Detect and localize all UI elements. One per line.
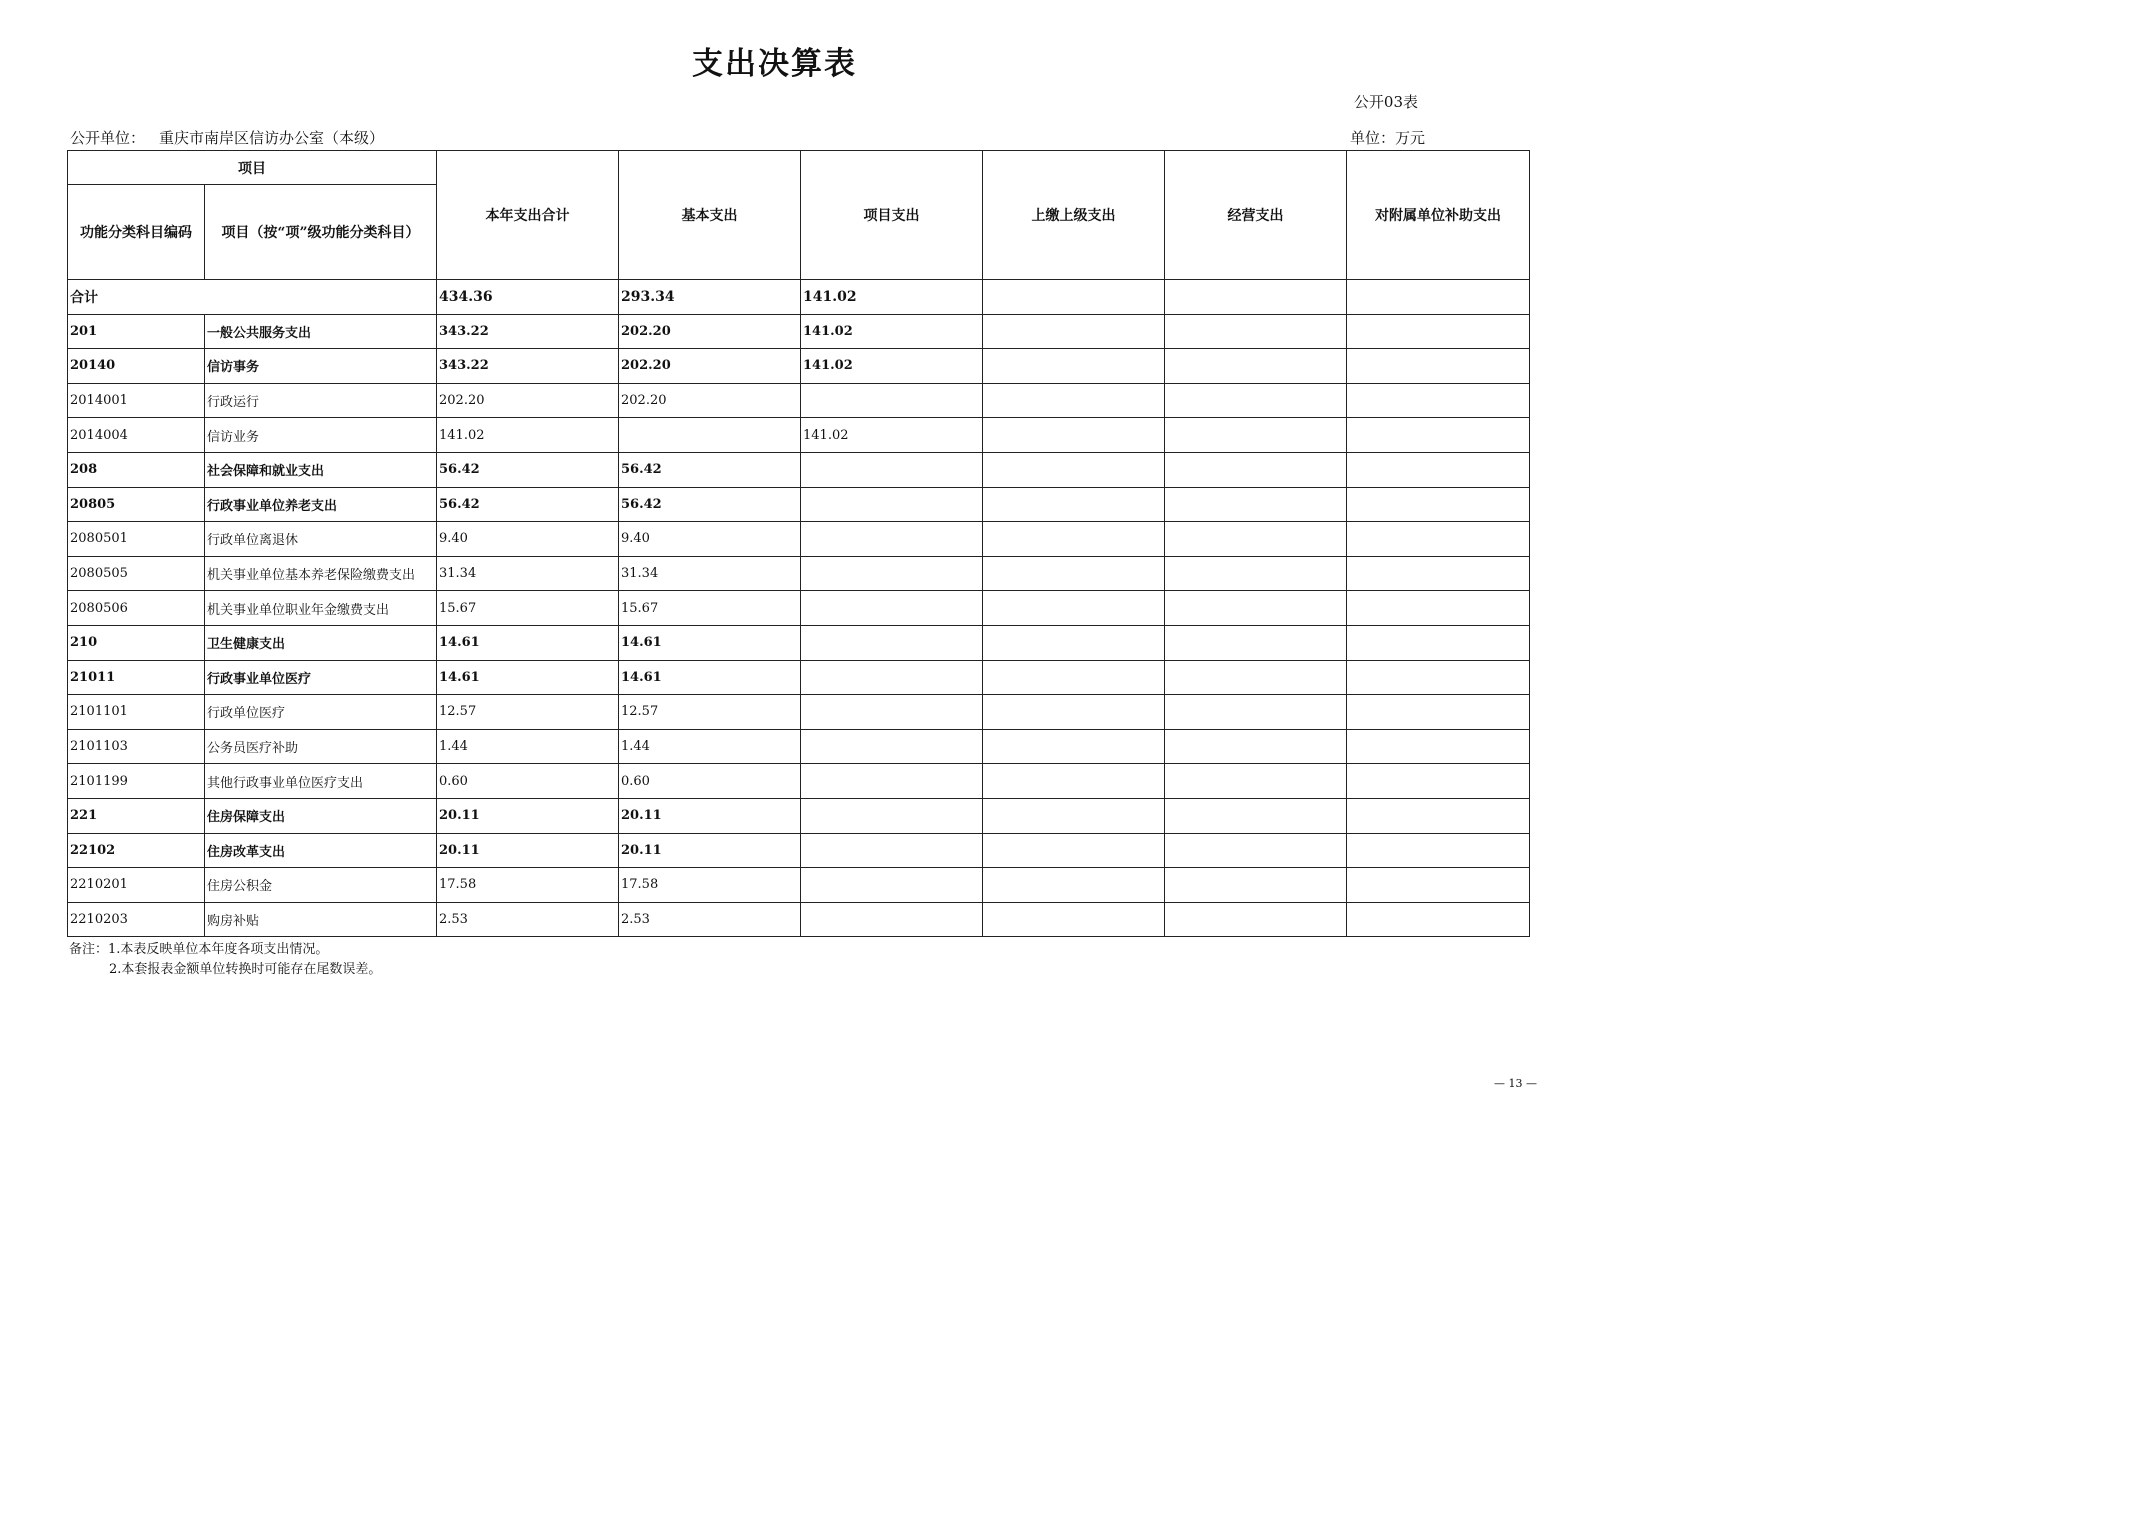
cell-business [1165,556,1347,591]
cell-project [801,591,983,626]
cell-business [1165,591,1347,626]
cell-project [801,868,983,903]
cell-total: 2.53 [437,902,619,937]
cell-project [801,798,983,833]
cell-code: 201 [68,314,205,349]
cell-total: 20.11 [437,798,619,833]
cell-project [801,383,983,418]
cell-business [1165,902,1347,937]
cell-total: 141.02 [437,418,619,453]
cell-upper [983,591,1165,626]
money-unit: 单位：万元 [1349,129,1425,147]
cell-total: 343.22 [437,314,619,349]
table-row [68,902,1530,937]
cell-total: 0.60 [437,764,619,799]
cell-code: 221 [68,798,205,833]
table-row [68,487,1530,522]
cell-upper [983,487,1165,522]
cell-basic: 202.20 [619,349,801,384]
cell-upper [983,660,1165,695]
cell-basic: 31.34 [619,556,801,591]
cell-upper [983,314,1165,349]
cell-subsidy [1347,625,1530,660]
header-name: 项目（按“项”级功能分类科目） [205,185,437,280]
cell-name: 机关事业单位基本养老保险缴费支出 [205,556,437,591]
table-row [68,314,1530,349]
cell-basic: 20.11 [619,833,801,868]
cell-total: 56.42 [437,487,619,522]
cell-upper [983,695,1165,730]
cell-name: 住房公积金 [205,868,437,903]
header-project: 项目支出 [801,151,983,280]
cell-subsidy [1347,280,1530,315]
cell-subsidy [1347,487,1530,522]
notes [69,940,381,980]
cell-project [801,764,983,799]
cell-project [801,522,983,557]
cell-basic [619,418,801,453]
table-row [68,418,1530,453]
page-number: — 13 — [1494,1077,1537,1090]
cell-subsidy [1347,868,1530,903]
cell-total: 20.11 [437,833,619,868]
cell-upper [983,452,1165,487]
cell-project [801,556,983,591]
cell-basic: 293.34 [619,280,801,315]
cell-basic: 202.20 [619,383,801,418]
cell-project: 141.02 [801,418,983,453]
cell-name: 行政单位离退休 [205,522,437,557]
cell-name: 住房保障支出 [205,798,437,833]
header-subsidy: 对附属单位补助支出 [1347,151,1530,280]
page-title: 支出决算表 [692,46,857,82]
cell-code: 208 [68,452,205,487]
cell-upper [983,833,1165,868]
cell-total: 1.44 [437,729,619,764]
cell-basic: 14.61 [619,625,801,660]
header-upper: 上缴上级支出 [983,151,1165,280]
cell-project: 141.02 [801,280,983,315]
table-row [68,695,1530,730]
cell-basic: 15.67 [619,591,801,626]
cell-business [1165,349,1347,384]
cell-business [1165,487,1347,522]
cell-project [801,452,983,487]
cell-upper [983,902,1165,937]
cell-subsidy [1347,452,1530,487]
reporting-unit-label: 公开单位： [70,129,146,147]
table-row [68,349,1530,384]
cell-total: 14.61 [437,625,619,660]
cell-upper [983,556,1165,591]
cell-subsidy [1347,798,1530,833]
cell-subsidy [1347,660,1530,695]
cell-code: 2101101 [68,695,205,730]
form-number: 公开03表 [1353,93,1418,111]
table-row [68,660,1530,695]
cell-subsidy [1347,418,1530,453]
cell-subsidy [1347,522,1530,557]
cell-code: 2080501 [68,522,205,557]
cell-upper [983,383,1165,418]
cell-project: 141.02 [801,349,983,384]
cell-name: 信访业务 [205,418,437,453]
cell-business [1165,383,1347,418]
cell-upper [983,868,1165,903]
cell-basic: 1.44 [619,729,801,764]
cell-basic: 9.40 [619,522,801,557]
cell-total: 15.67 [437,591,619,626]
cell-name: 行政事业单位养老支出 [205,487,437,522]
cell-code: 2080505 [68,556,205,591]
cell-subsidy [1347,556,1530,591]
cell-code: 2210203 [68,902,205,937]
cell-upper [983,418,1165,453]
cell-business [1165,833,1347,868]
cell-upper [983,764,1165,799]
cell-code: 2080506 [68,591,205,626]
cell-business [1165,418,1347,453]
cell-subsidy [1347,695,1530,730]
cell-basic: 14.61 [619,660,801,695]
cell-upper [983,522,1165,557]
cell-subsidy [1347,902,1530,937]
cell-project [801,487,983,522]
cell-upper [983,625,1165,660]
cell-subsidy [1347,591,1530,626]
table-row [68,729,1530,764]
cell-total: 434.36 [437,280,619,315]
cell-code: 21011 [68,660,205,695]
table-row [68,591,1530,626]
cell-basic: 202.20 [619,314,801,349]
cell-code: 2101103 [68,729,205,764]
cell-name: 卫生健康支出 [205,625,437,660]
cell-project [801,625,983,660]
cell-name: 一般公共服务支出 [205,314,437,349]
reporting-unit-name: 重庆市南岸区信访办公室（本级） [159,129,385,147]
cell-name: 行政运行 [205,383,437,418]
cell-project [801,902,983,937]
note-line-1: 备注：1.本表反映单位本年度各项支出情况。 [69,942,329,957]
table-row [68,556,1530,591]
table-row [68,383,1530,418]
header-code: 功能分类科目编码 [68,185,205,280]
cell-business [1165,729,1347,764]
cell-name: 社会保障和就业支出 [205,452,437,487]
cell-code: 210 [68,625,205,660]
cell-code: 20805 [68,487,205,522]
cell-name: 公务员医疗补助 [205,729,437,764]
cell-upper [983,729,1165,764]
cell-subsidy [1347,833,1530,868]
cell-subsidy [1347,764,1530,799]
cell-total: 31.34 [437,556,619,591]
cell-subsidy [1347,314,1530,349]
cell-name: 购房补贴 [205,902,437,937]
cell-code: 20140 [68,349,205,384]
header-basic: 基本支出 [619,151,801,280]
cell-total: 343.22 [437,349,619,384]
cell-subsidy [1347,383,1530,418]
cell-subsidy [1347,349,1530,384]
cell-business [1165,764,1347,799]
cell-project [801,729,983,764]
cell-upper [983,280,1165,315]
table-row [68,452,1530,487]
cell-code: 2014001 [68,383,205,418]
cell-business [1165,452,1347,487]
header-business: 经营支出 [1165,151,1347,280]
cell-business [1165,314,1347,349]
cell-name: 其他行政事业单位医疗支出 [205,764,437,799]
cell-business [1165,625,1347,660]
header-total: 本年支出合计 [437,151,619,280]
cell-basic: 0.60 [619,764,801,799]
cell-name: 行政事业单位医疗 [205,660,437,695]
cell-name: 机关事业单位职业年金缴费支出 [205,591,437,626]
cell-project [801,660,983,695]
cell-basic: 20.11 [619,798,801,833]
cell-code: 2101199 [68,764,205,799]
table-row [68,625,1530,660]
cell-basic: 12.57 [619,695,801,730]
expenditure-table [67,150,1530,937]
cell-total: 202.20 [437,383,619,418]
cell-total: 12.57 [437,695,619,730]
cell-business [1165,798,1347,833]
cell-basic: 56.42 [619,452,801,487]
cell-upper [983,349,1165,384]
cell-total: 14.61 [437,660,619,695]
cell-project [801,833,983,868]
cell-basic: 17.58 [619,868,801,903]
cell-subsidy [1347,729,1530,764]
cell-code: 22102 [68,833,205,868]
cell-name: 信访事务 [205,349,437,384]
reporting-unit [70,127,384,148]
cell-basic: 56.42 [619,487,801,522]
cell-name: 住房改革支出 [205,833,437,868]
cell-code: 2014004 [68,418,205,453]
cell-business [1165,868,1347,903]
table-row [68,798,1530,833]
cell-total: 17.58 [437,868,619,903]
cell-project [801,695,983,730]
cell-business [1165,280,1347,315]
table-row [68,764,1530,799]
cell-total: 9.40 [437,522,619,557]
table-row [68,522,1530,557]
cell-business [1165,695,1347,730]
cell-code: 2210201 [68,868,205,903]
note-line-2: 2.本套报表金额单位转换时可能存在尾数误差。 [109,962,382,977]
table-row [68,868,1530,903]
cell-basic: 2.53 [619,902,801,937]
table-header [68,151,1530,280]
cell-total-label: 合计 [68,280,437,315]
cell-upper [983,798,1165,833]
header-project-group: 项目 [68,151,437,185]
table-row [68,833,1530,868]
table-body [68,280,1530,937]
table-row [68,280,1530,315]
cell-business [1165,660,1347,695]
cell-project: 141.02 [801,314,983,349]
cell-business [1165,522,1347,557]
cell-name: 行政单位医疗 [205,695,437,730]
cell-total: 56.42 [437,452,619,487]
